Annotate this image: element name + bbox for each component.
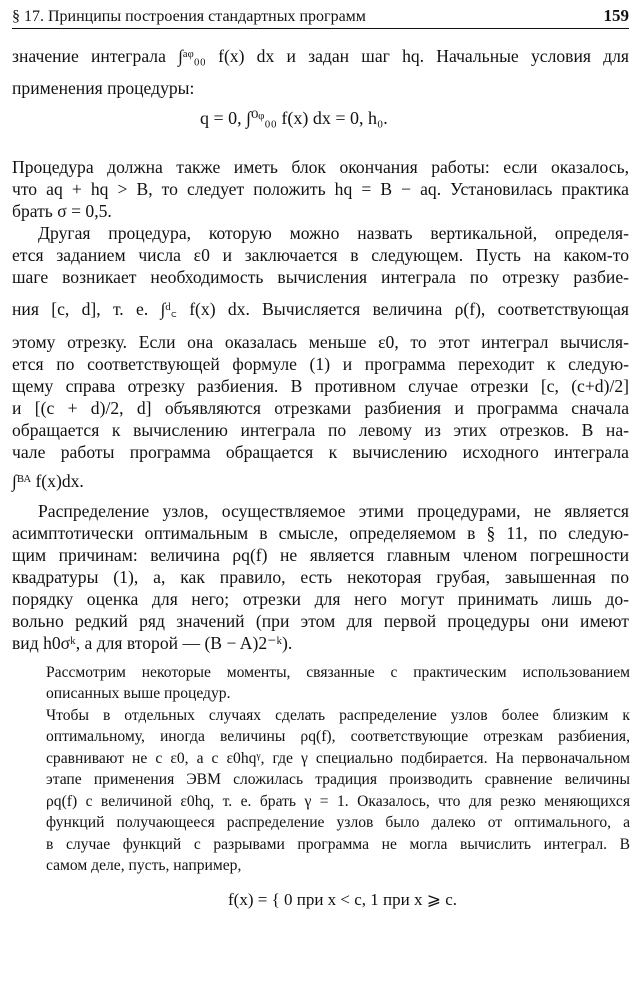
text-line: ется заданием числа ε0 и заключается в следующем. Пусть на каком-то: [12, 245, 629, 265]
text-line: Другая процедура, которую можно назвать вертикальной, определя-: [38, 223, 629, 243]
text-line: обращается к вычислению интеграла по левому из этих отрезков. В на-: [12, 420, 629, 440]
text-line: асимптотически оптимальным в смысле, определяемом в § 11, по следую-: [12, 523, 629, 543]
small-text-line: в случае функций с разрывами программа не могла вычислить интеграл. В: [46, 836, 630, 853]
small-text-line: ρq(f) с величиной ε0hq, т. е. брать γ = 1. Оказалось, что для резко меняющихся: [46, 793, 630, 810]
text-line: щему справа отрезку разбиения. В противном случае отрезки [c, (c+d)/2]: [12, 376, 629, 396]
text-line: ∫ᴮᴬ f(x)dx.: [12, 471, 84, 491]
small-text-line: Рассмотрим некоторые моменты, связанные с практическим использованием: [46, 664, 630, 681]
text-line: вид h0σᵏ, а для второй — (B − A)2⁻ᵏ).: [12, 633, 293, 653]
small-text-line: этапе применения ЭВМ сложилась традиция производить сравнение величины: [46, 771, 630, 788]
small-text-line: самом деле, пусть, например,: [46, 857, 242, 874]
small-text-line: описанных выше процедур.: [46, 685, 231, 702]
text-line: и [(c + d)/2, d] объявляются отрезками разбиения и программа сначала: [12, 398, 629, 418]
text-line: Процедура должна также иметь блок окончания работы: если оказалось,: [12, 157, 629, 177]
text-line: брать σ = 0,5.: [12, 201, 112, 221]
running-header: [12, 6, 629, 29]
text-line: этому отрезку. Если она оказалась меньше ε0, то этот интеграл вычисля-: [12, 332, 629, 352]
section-title: § 17. Принципы построения стандартных программ: [12, 8, 366, 25]
text-line: ется по соответствующей формуле (1) и программа переходит к следую-: [12, 354, 629, 374]
text-line: вольно редкий ряд значений (при этом для первой процедуры они имеют: [12, 611, 629, 631]
text-line: щим причинам: величина ρq(f) не является главным членом погрешности: [12, 545, 629, 565]
text-line: шаге возникает необходимость вычисления интеграла по отрезку разбие-: [12, 267, 629, 287]
text-line: чале работы программа обращается к вычислению исходного интеграла: [12, 442, 629, 462]
page-number: 159: [603, 6, 629, 25]
text-line: что aq + hq > B, то следует положить hq = B − aq. Установилась практика: [12, 179, 629, 199]
text-line: порядку оценка для него; отрезки для него могут принимать лишь до-: [12, 589, 629, 609]
display-formula: q = 0, ∫⁰ᵠ₀₀ f(x) dx = 0, h₀.: [200, 108, 388, 128]
small-text-line: оптимальному, иногда величины ρq(f), соответствующие отрезкам разбиения,: [46, 728, 630, 745]
small-text-line: функций получающееся распределение узлов было далеко от оптимального, а: [46, 814, 630, 831]
small-text-line: сравнивают не с ε0, а с ε0hqᵞ, где γ специально подбирается. На первоначальном: [46, 750, 630, 767]
text-line: квадратуры (1), а, как правило, есть некоторая грубая, завышенная по: [12, 567, 629, 587]
text-line: Распределение узлов, осуществляемое этими процедурами, не является: [38, 501, 629, 521]
text-line: значение интеграла ∫ᵃᵠ₀₀ f(x) dx и задан шаг hq. Начальные условия для: [12, 46, 629, 66]
text-line: применения процедуры:: [12, 78, 195, 98]
piecewise-formula: f(x) = { 0 при x < c, 1 при x ⩾ c.: [228, 890, 458, 909]
small-text-line: Чтобы в отдельных случаях сделать распределение узлов более близким к: [46, 707, 630, 724]
text-line: ния [c, d], т. е. ∫ᵈ꜀ f(x) dx. Вычисляется величина ρ(f), соответствующая: [12, 299, 629, 319]
